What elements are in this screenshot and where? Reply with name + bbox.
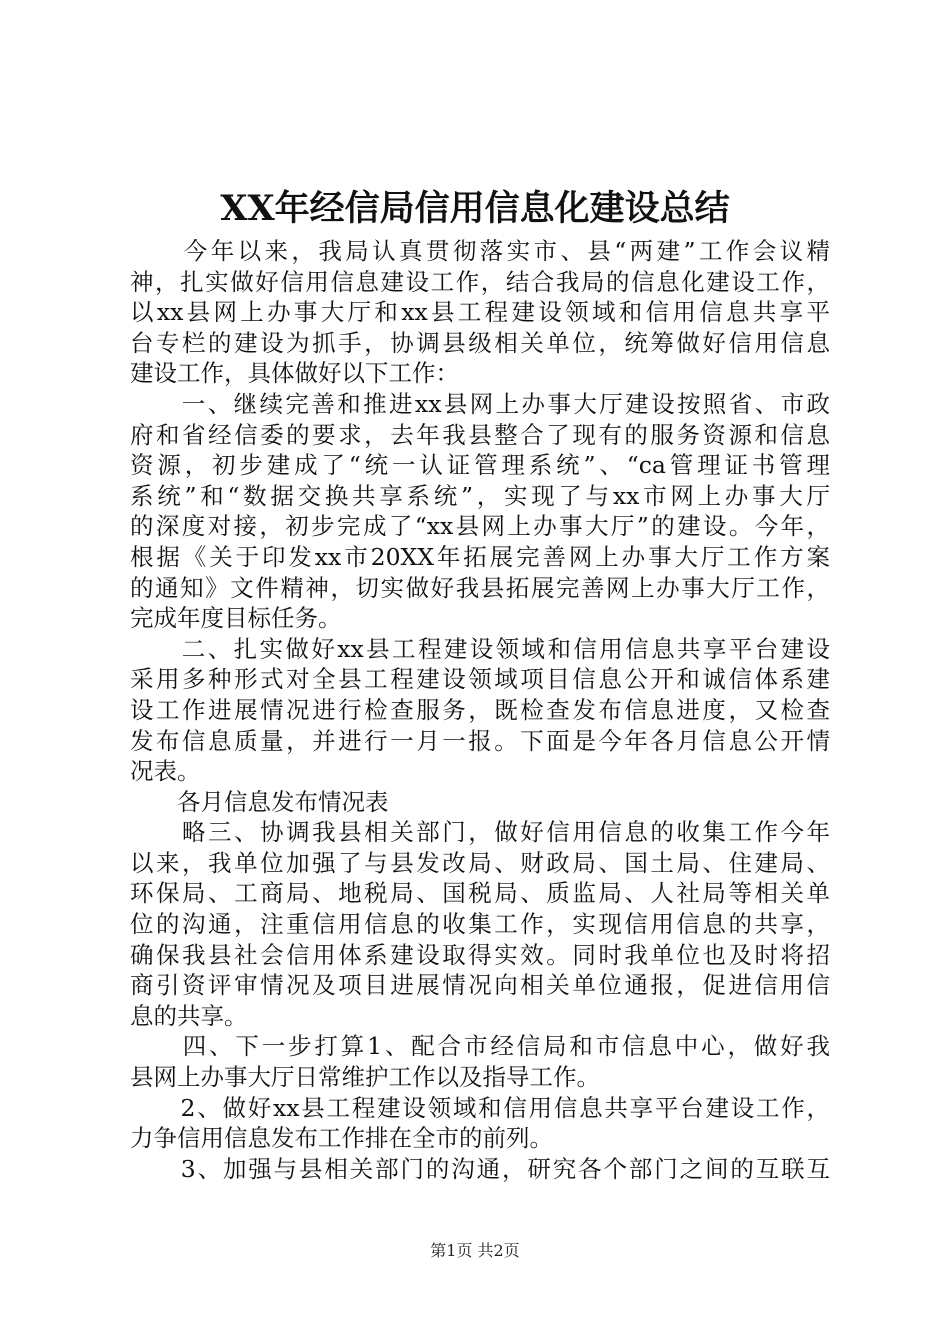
body-line: 今年以来，我局认真贯彻落实市、县“两建”工作会议精 (130, 237, 830, 265)
body-line: 采用多种形式对全县工程建设领域项目信息公开和诚信体系建 (130, 665, 830, 694)
body-line: 以来，我单位加强了与县发改局、财政局、国土局、住建局、 (130, 848, 830, 877)
body-line: 完成年度目标任务。 (130, 604, 342, 633)
body-line: 一、继续完善和推进xx县网上办事大厅建设按照省、市政 (130, 389, 830, 418)
body-line: 以xx县网上办事大厅和xx县工程建设领域和信用信息共享平 (130, 298, 830, 327)
body-line: 息的共享。 (130, 1001, 248, 1030)
body-line: 力争信用信息发布工作排在全市的前列。 (130, 1124, 553, 1153)
body-line: 建设工作，具体做好以下工作： (130, 359, 459, 388)
body-line: 县网上办事大厅日常维护工作以及指导工作。 (130, 1063, 600, 1092)
body-line: 根据《关于印发xx市20XX年拓展完善网上办事大厅工作方案 (130, 542, 830, 571)
body-line: 二、扎实做好xx县工程建设领域和信用信息共享平台建设 (130, 634, 830, 663)
body-line: 府和省经信委的要求，去年我县整合了现有的服务资源和信息 (130, 420, 830, 449)
document-title: XX年经信局信用信息化建设总结 (220, 188, 730, 229)
body-line: 神，扎实做好信用信息建设工作，结合我局的信息化建设工作， (130, 267, 830, 296)
body-line: 环保局、工商局、地税局、国税局、质监局、人社局等相关单 (130, 879, 830, 908)
body-line: 设工作进展情况进行检查服务，既检查发布信息进度，又检查 (130, 695, 830, 724)
body-line: 各月信息发布情况表 (130, 787, 389, 816)
body-line: 资源，初步建成了“统一认证管理系统”、“ca管理证书管理 (130, 451, 830, 480)
page-footer: 第1页 共2页 (430, 1241, 520, 1260)
body-line: 况表。 (130, 757, 201, 786)
body-line: 2、做好xx县工程建设领域和信用信息共享平台建设工作， (130, 1093, 830, 1122)
body-line: 略三、协调我县相关部门，做好信用信息的收集工作今年 (130, 818, 830, 847)
body-line: 确保我县社会信用体系建设取得实效。同时我单位也及时将招 (130, 940, 830, 969)
body-line: 台专栏的建设为抓手，协调县级相关单位，统筹做好信用信息 (130, 328, 830, 357)
body-line: 位的沟通，注重信用信息的收集工作，实现信用信息的共享， (130, 910, 830, 939)
body-line: 3、加强与县相关部门的沟通，研究各个部门之间的互联互 (130, 1154, 830, 1183)
body-line: 的通知》文件精神，切实做好我县拓展完善网上办事大厅工作， (130, 573, 830, 602)
body-line: 的深度对接，初步完成了“xx县网上办事大厅”的建设。今年， (130, 512, 830, 541)
body-line: 商引资评审情况及项目进展情况向相关单位通报，促进信用信 (130, 971, 830, 1000)
document-body (130, 236, 830, 1184)
body-line: 发布信息质量，并进行一月一报。下面是今年各月信息公开情 (130, 726, 830, 755)
body-line: 系统”和“数据交换共享系统”，实现了与xx市网上办事大厅 (130, 481, 830, 510)
body-line: 四、下一步打算1、配合市经信局和市信息中心，做好我 (130, 1032, 830, 1061)
